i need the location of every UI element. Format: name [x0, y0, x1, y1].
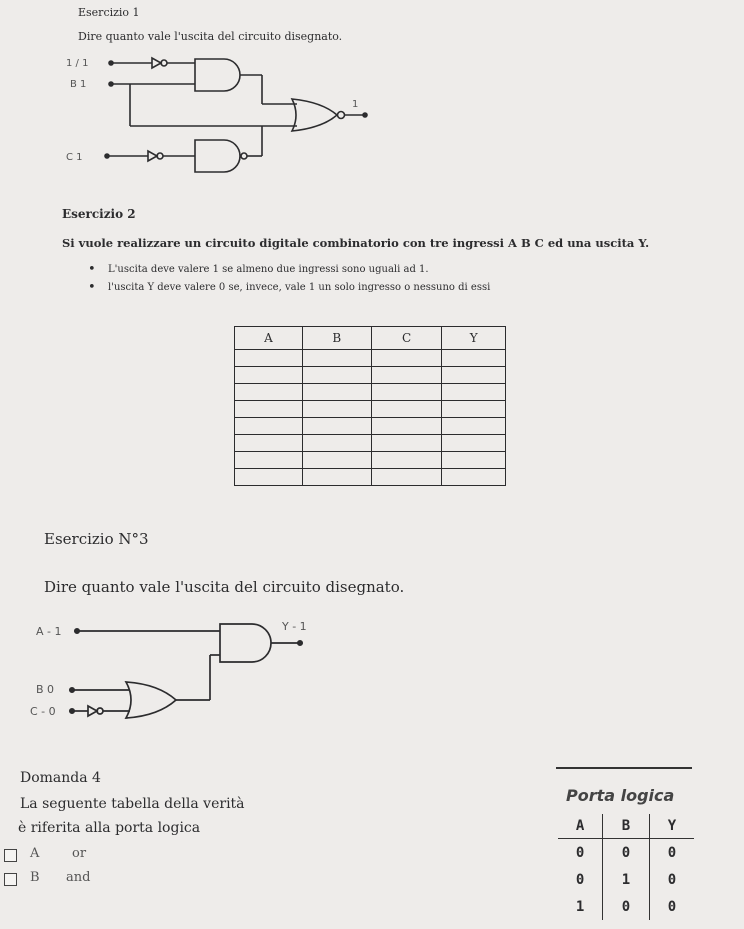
- ex2-bullet-1: • L'uscita deve valere 1 se almeno due ingressi sono uguali ad 1.: [108, 264, 429, 275]
- q4-option-a-checkbox[interactable]: [4, 849, 17, 862]
- ex1-not-gate-a: [152, 58, 161, 68]
- gate-header-a: A: [558, 814, 603, 839]
- gate-header-y: Y: [649, 814, 694, 839]
- table-row: [235, 350, 506, 367]
- gate-cell: 1: [603, 866, 650, 893]
- ex3-and-gate: [220, 624, 271, 662]
- q4-line-2: è riferita alla porta logica: [18, 820, 201, 836]
- table-row: [235, 367, 506, 384]
- gate-cell: 1: [575, 898, 585, 915]
- ex3-output-dot: [298, 641, 302, 645]
- ex1-not-gate-c: [148, 151, 157, 161]
- table-row: [235, 452, 506, 469]
- ex1-and-gate-top: [195, 59, 240, 91]
- ex3-hand-a: A - 1: [36, 625, 62, 638]
- ex2-header-c: C: [371, 327, 442, 350]
- gate-cell: 0: [575, 844, 585, 861]
- ex3-prompt: Dire quanto vale l'uscita del circuito disegnato.: [44, 578, 405, 596]
- gate-top-rule: [556, 767, 692, 769]
- table-row: [235, 384, 506, 401]
- ex1-nor-gate: [292, 99, 337, 131]
- gate-cell: 0: [649, 866, 694, 893]
- gate-header-b: B: [603, 814, 650, 839]
- ex3-not-gate: [88, 706, 97, 716]
- ex1-output-dot: [363, 113, 367, 117]
- q4-option-b-label: and: [66, 870, 91, 885]
- ex1-nand-bubble: [241, 153, 247, 159]
- q4-option-b-letter: B: [30, 870, 40, 885]
- ex1-nand-gate-bottom: [195, 140, 240, 172]
- gate-cell: 0: [649, 839, 694, 867]
- q4-option-a-letter: A: [30, 846, 40, 861]
- ex3-title: Esercizio N°3: [44, 530, 149, 548]
- ex1-hand-a: 1 / 1: [66, 58, 89, 69]
- table-row: [235, 435, 506, 452]
- ex2-header-a: A: [235, 327, 303, 350]
- ex2-title: Esercizio 2: [62, 207, 136, 221]
- ex2-header-b: B: [302, 327, 371, 350]
- ex2-header-y: Y: [442, 327, 506, 350]
- q4-option-b-checkbox[interactable]: [4, 873, 17, 886]
- ex2-truth-table: [234, 326, 506, 486]
- ex1-hand-c: C 1: [66, 152, 83, 163]
- ex3-hand-c: C - 0: [30, 705, 56, 718]
- q4-line-1: La seguente tabella della verità: [20, 796, 245, 812]
- gate-truth-table: [558, 814, 694, 920]
- gate-title: Porta logica: [566, 786, 675, 805]
- gate-cell: 0: [603, 839, 650, 867]
- table-row: [558, 893, 694, 920]
- table-row: [558, 839, 694, 867]
- q4-option-a-label: or: [72, 846, 87, 861]
- table-row: [558, 866, 694, 893]
- ex3-circuit-diagram: [0, 600, 340, 730]
- q4-title: Domanda 4: [20, 770, 101, 786]
- ex2-prompt: Si vuole realizzare un circuito digitale combinatorio con tre ingressi A B C ed una uscita Y.: [62, 236, 650, 250]
- table-row: [235, 401, 506, 418]
- ex1-title: Esercizio 1: [78, 6, 140, 19]
- table-row: [235, 469, 506, 486]
- ex2-bullet-2: • l'uscita Y deve valere 0 se, invece, vale 1 un solo ingresso o nessuno di essi: [108, 282, 490, 293]
- ex3-hand-b: B 0: [36, 683, 55, 696]
- ex1-prompt: Dire quanto vale l'uscita del circuito disegnato.: [78, 30, 343, 43]
- ex3-or-gate: [126, 682, 176, 718]
- ex1-circuit-diagram: [0, 50, 380, 190]
- gate-cell: 0: [575, 871, 585, 888]
- table-row: [235, 418, 506, 435]
- ex1-hand-b: B 1: [70, 79, 87, 90]
- gate-cell: 0: [649, 893, 694, 920]
- ex1-hand-out: 1: [352, 99, 359, 110]
- ex1-nor-bubble: [338, 112, 345, 119]
- ex3-hand-out: Y - 1: [282, 620, 307, 633]
- gate-cell: 0: [603, 893, 650, 920]
